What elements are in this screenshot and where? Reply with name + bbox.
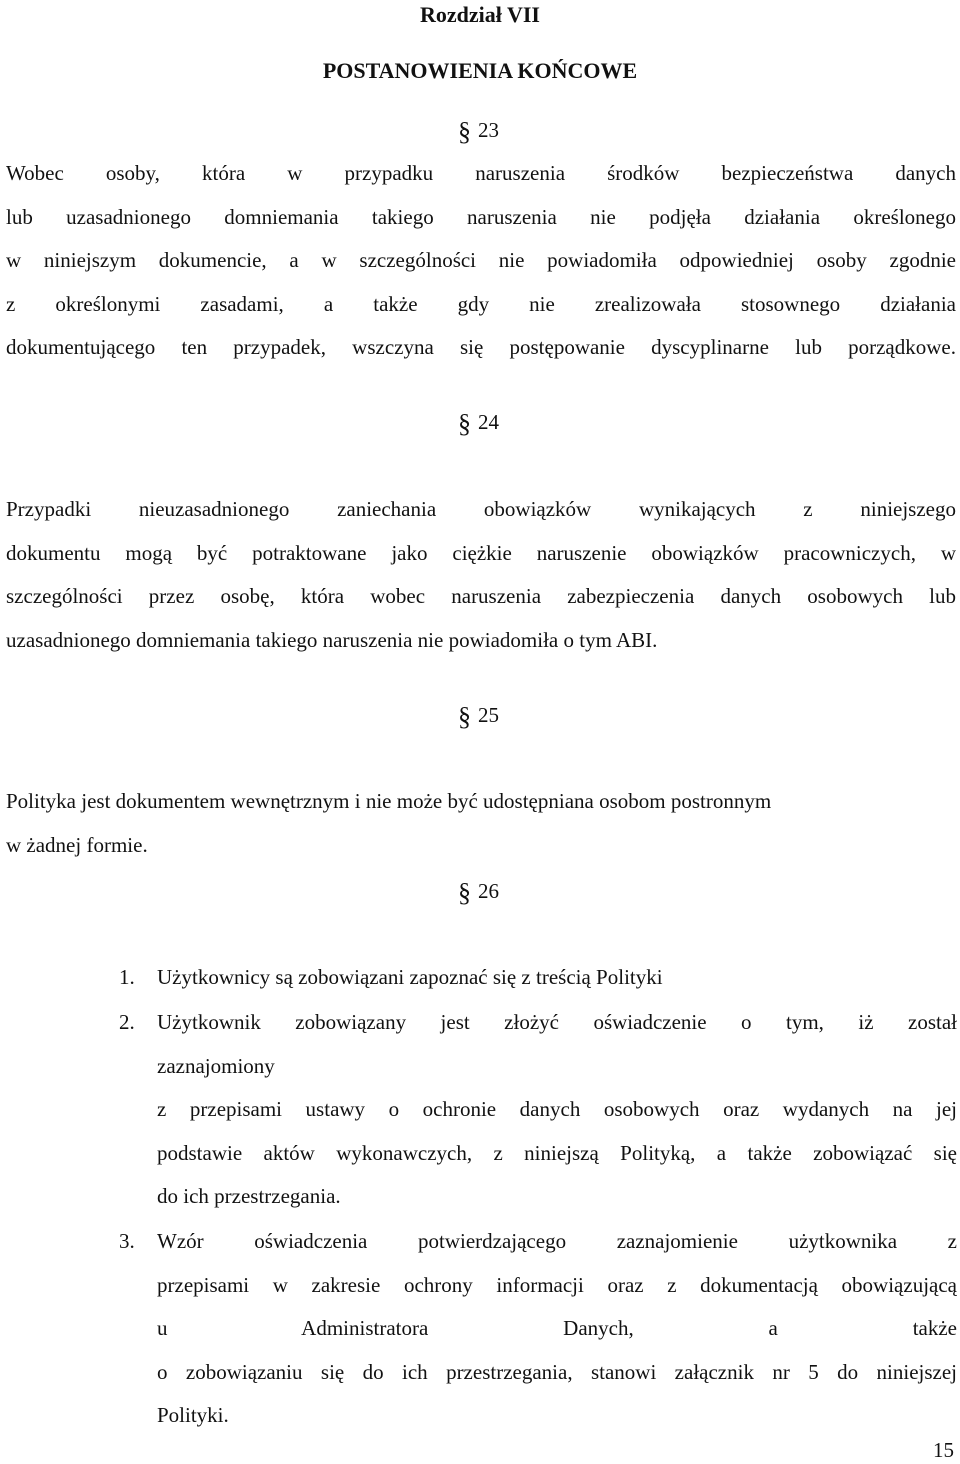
section-23-heading: [458, 115, 499, 147]
section-24-heading: [458, 407, 499, 439]
paragraph-line: Polityka jest dokumentem wewnętrznym i nie może być udostępniana osobom postronnym: [6, 789, 772, 813]
list-item-line: z przepisami ustawy o ochronie danych osobowych oraz wydanych na jej: [157, 1097, 957, 1121]
section-number: 26: [478, 879, 499, 903]
paragraph-24: [6, 488, 956, 662]
paragraph-line: Przypadki nieuzasadnionego zaniechania obowiązków wynikających z niniejszego: [6, 497, 956, 521]
section-number: 23: [478, 118, 499, 142]
page-number: 15: [933, 1438, 954, 1462]
list-item-line: Użytkownik zobowiązany jest złożyć oświadczenie o tym, iż został: [157, 1010, 957, 1034]
paragraph-line: szczególności przez osobę, która wobec naruszenia zabezpieczenia danych osobowych lub: [6, 584, 956, 608]
list-item-line: Polityki.: [157, 1403, 229, 1427]
paragraph-line: lub uzasadnionego domniemania takiego naruszenia nie podjęła działania określonego: [6, 204, 956, 229]
list-item-line: u Administratora Danych, a także: [157, 1316, 957, 1340]
paragraph-line: z określonymi zasadami, a także gdy nie zrealizowała stosownego działania: [6, 291, 956, 316]
section-26-heading: [458, 876, 499, 908]
list-number: 2.: [119, 1010, 135, 1034]
chapter-title: Rozdział VII: [420, 2, 540, 27]
list-item-line: Użytkownicy są zobowiązani zapoznać się z treścią Polityki: [157, 965, 663, 989]
paragraph-line: Wobec osoby, która w przypadku naruszenia środków bezpieczeństwa danych: [6, 161, 956, 185]
list-item-line: przepisami w zakresie ochrony informacji oraz z dokumentacją obowiązującą: [157, 1272, 957, 1297]
paragraph-25: [6, 780, 956, 867]
section-sign: §: [458, 117, 471, 146]
paragraph-23: [6, 152, 956, 370]
section-25-heading: [458, 700, 499, 732]
paragraph-line: uzasadnionego domniemania takiego naruszenia nie powiadomiła o tym ABI.: [6, 627, 658, 652]
section-sign: §: [458, 409, 471, 438]
list-item-text: [157, 1220, 957, 1438]
list-item-line: podstawie aktów wykonawczych, z niniejszą Polityką, a także zobowiązać się: [157, 1140, 957, 1165]
paragraph-line: w niniejszym dokumencie, a w szczególności nie powiadomiła odpowiedniej osoby zgodnie: [6, 248, 956, 272]
section-number: 24: [478, 410, 499, 434]
list-item-text: [157, 956, 957, 1000]
list-item-line: Wzór oświadczenia potwierdzającego zaznajomienie użytkownika z: [157, 1229, 957, 1253]
list-item-line: o zobowiązaniu się do ich przestrzegania, stanowi załącznik nr 5 do niniejszej: [157, 1359, 957, 1384]
section-number: 25: [478, 703, 499, 727]
list-number: 3.: [119, 1229, 135, 1253]
section-sign: §: [458, 702, 471, 731]
paragraph-line: dokumentu mogą być potraktowane jako ciężkie naruszenie obowiązków pracowniczych, w: [6, 540, 956, 565]
paragraph-line: dokumentującego ten przypadek, wszczyna się postępowanie dyscyplinarne lub porządkowe.: [6, 335, 956, 359]
paragraph-line: w żadnej formie.: [6, 832, 148, 857]
section-sign: §: [458, 878, 471, 907]
section-title: POSTANOWIENIA KOŃCOWE: [322, 58, 638, 83]
list-item-line: zaznajomiony: [157, 1053, 275, 1078]
list-item-text: [157, 1001, 957, 1219]
list-item-line: do ich przestrzegania.: [157, 1184, 341, 1208]
list-number: 1.: [119, 965, 135, 989]
